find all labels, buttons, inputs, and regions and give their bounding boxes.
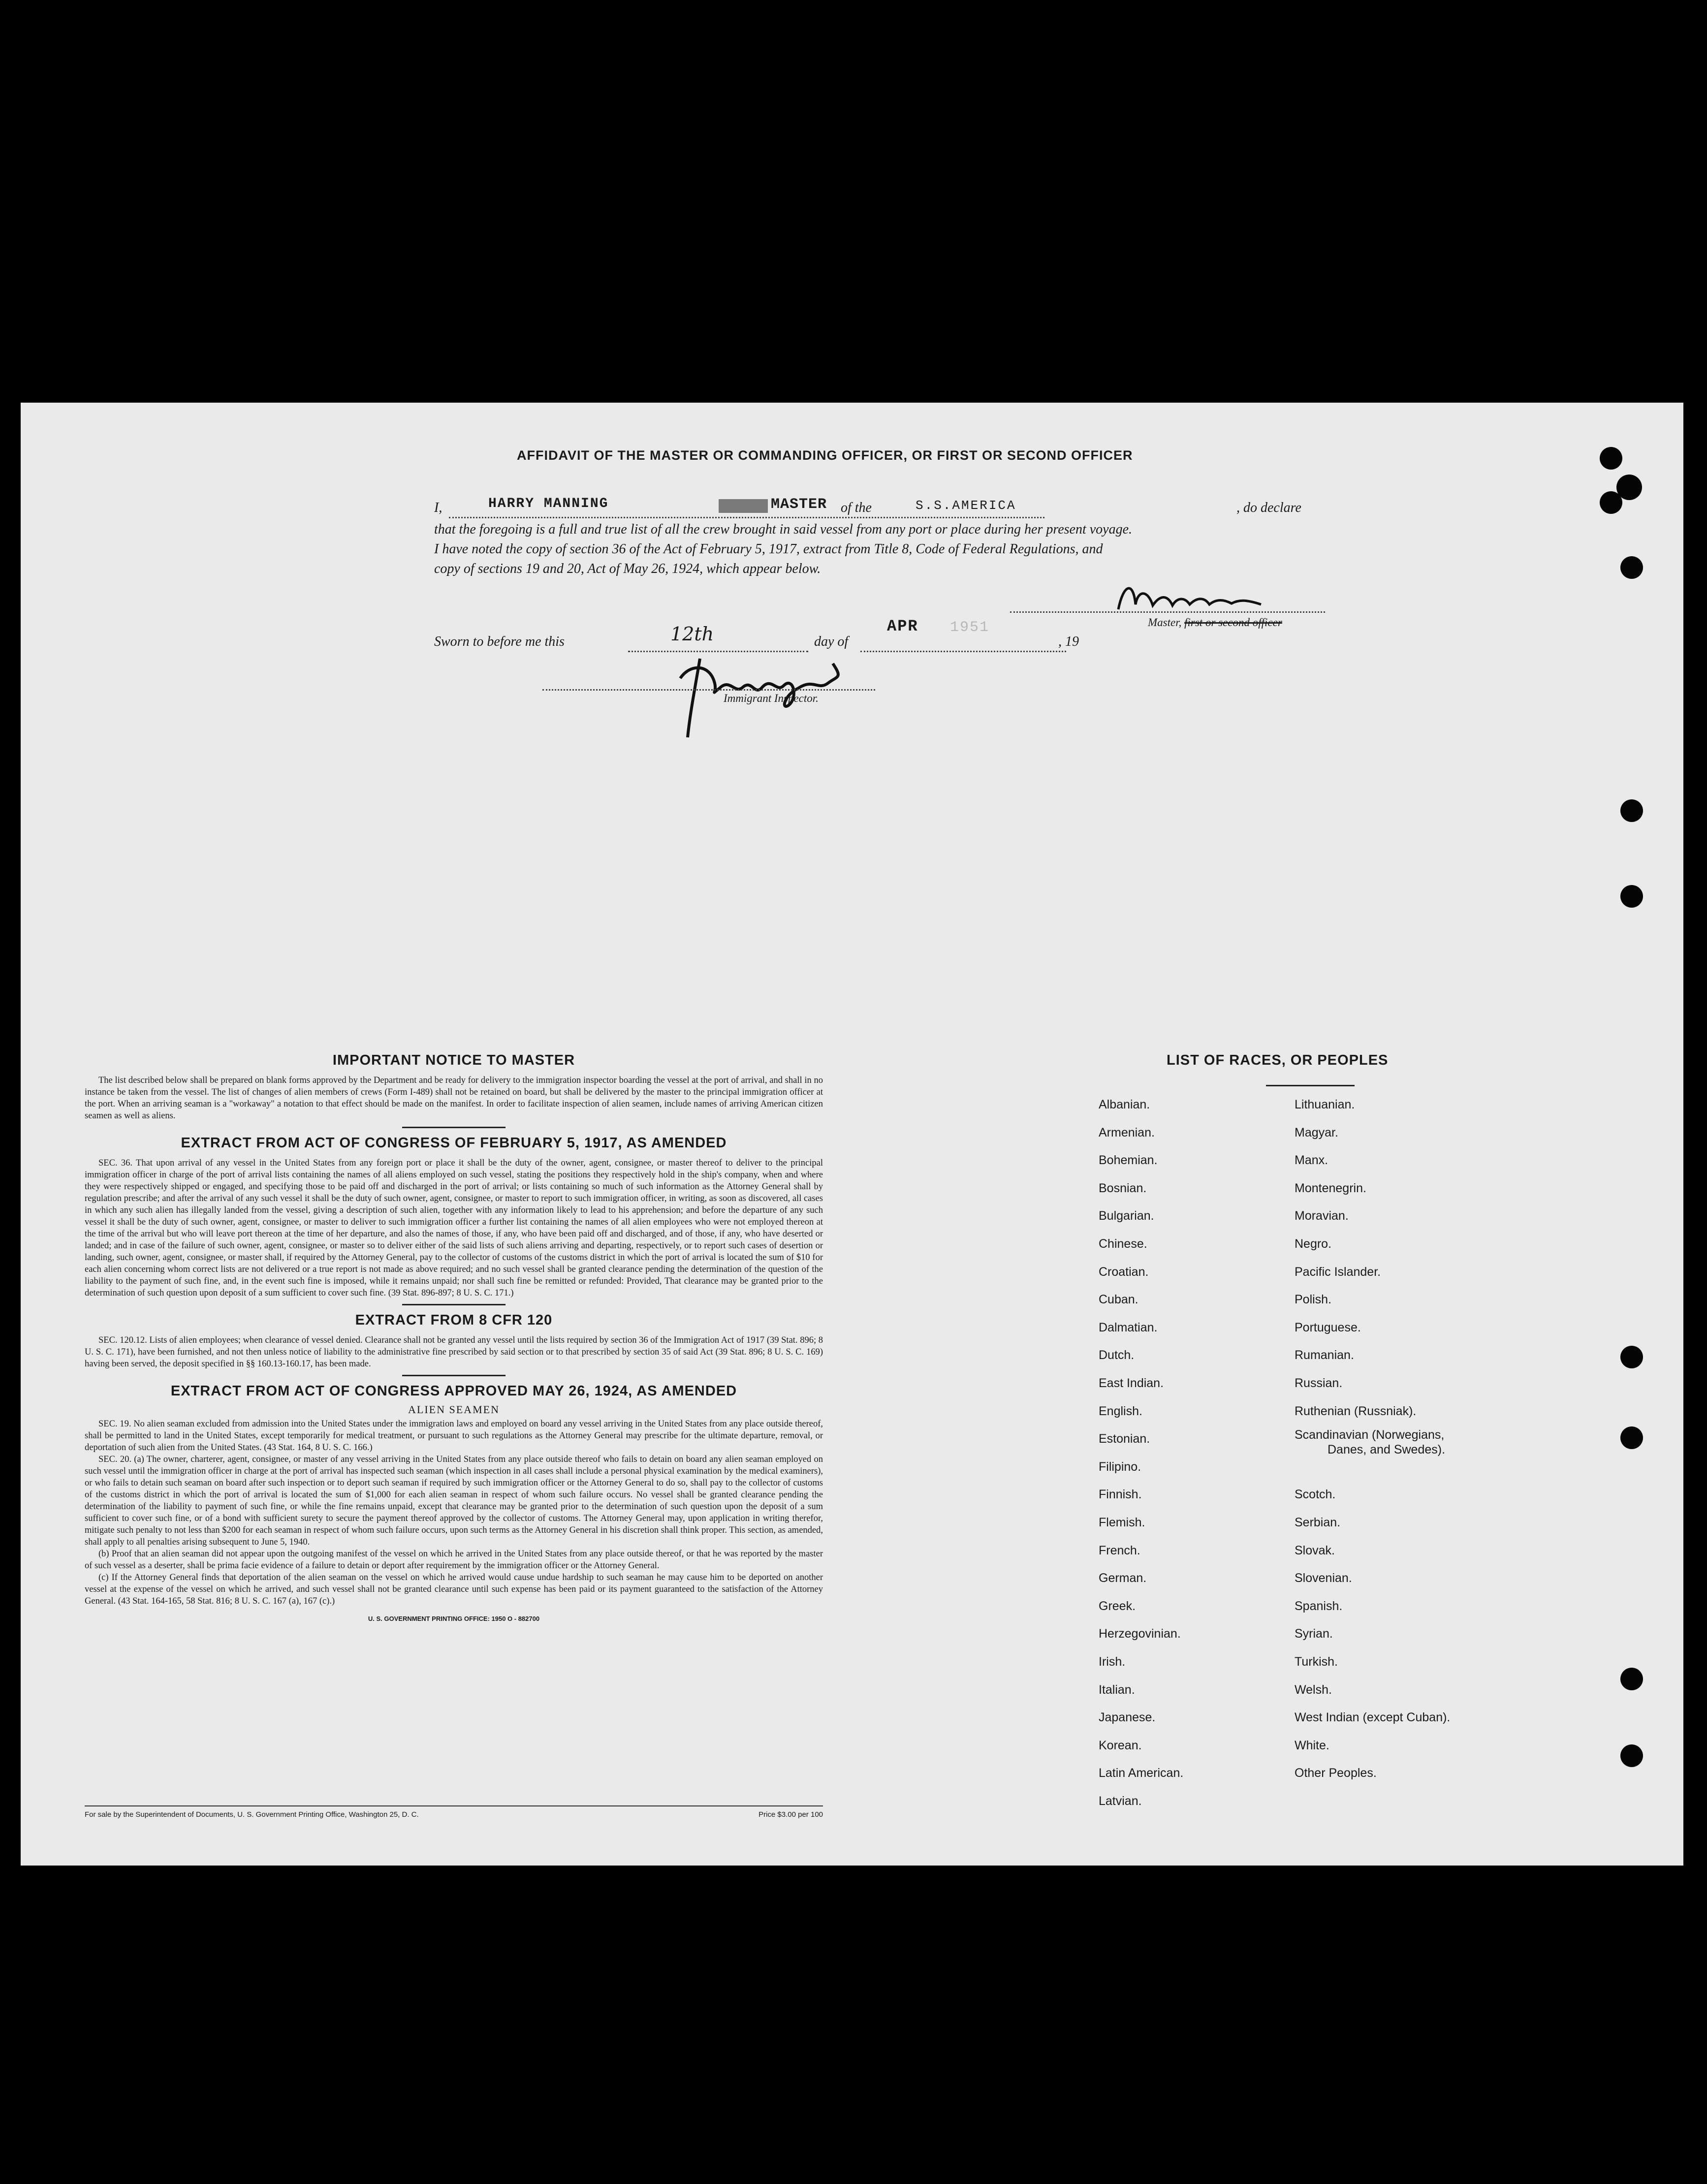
race-item: Filipino.	[1099, 1459, 1141, 1474]
affidavit-line-2: that the foregoing is a full and true list of all the crew brought in said vessel from any port or place during her present voyage.	[434, 522, 1133, 537]
race-item: Japanese.	[1099, 1710, 1156, 1725]
affidavit-line-3: I have noted the copy of section 36 of the Act of February 5, 1917, extract from Title 8, Code of Federal Regulations, and	[434, 541, 1103, 557]
race-item: German.	[1099, 1571, 1147, 1585]
race-item: Polish.	[1295, 1293, 1332, 1307]
notice-text: The list described below shall be prepared on blank forms approved by the Department and be ready for delivery to the immigration inspector boarding the vessel at the port of arrival, and shall in no instance be taken from the vessel. The list of changes of alien members of crews (Form I-489) shall not be retained on board, but shall be delivered by the master to the principal immigration officer at the port. When an arriving seaman is a "workaway" a notation to that effect should be made on the manifest. In order to facilitate inspection of alien seamen, include names of arriving American citizen seamen as well as aliens.	[85, 1076, 823, 1121]
extract-1924-title: EXTRACT FROM ACT OF CONGRESS APPROVED MAY 26, 1924, AS AMENDED	[170, 1383, 737, 1399]
punch-hole	[1620, 885, 1643, 908]
punch-hole	[1600, 447, 1622, 470]
race-item: Manx.	[1295, 1153, 1328, 1168]
race-item: Dutch.	[1099, 1348, 1135, 1362]
inspector-signature-line	[542, 689, 875, 691]
races-title: LIST OF RACES, OR PEOPLES	[1167, 1052, 1389, 1068]
divider	[402, 1375, 506, 1376]
race-item: Scandinavian (Norwegians,	[1295, 1428, 1445, 1442]
section-120-12-text: SEC. 120.12. Lists of alien employees; when clearance of vessel denied. Clearance shall not be granted any vessel until the lists required by section 36 of the Immigration Act of 1917 (39 Stat. 896; 8 U. S. C. 171), have been furnished, and not then unless notice of liability to the administrative fine prescribed by said section or to that prescribed by section 35 of said Act (39 Stat. 896; 8 U. S. C. 169) having been served, the deposit specified in §§ 160.13-160.17, has been made.	[85, 1335, 823, 1369]
race-item: Syrian.	[1295, 1627, 1333, 1641]
punch-hole	[1620, 1346, 1643, 1368]
punch-hole	[1620, 1744, 1643, 1767]
notice-title: IMPORTANT NOTICE TO MASTER	[332, 1052, 575, 1068]
vessel-name: S.S.AMERICA	[916, 498, 1016, 513]
race-item: Other Peoples.	[1295, 1766, 1377, 1780]
sworn-month: APR	[887, 617, 918, 635]
race-item: Scotch.	[1295, 1488, 1336, 1502]
punch-hole	[1620, 799, 1643, 822]
sworn-label: Sworn to before me this	[434, 634, 565, 649]
affidavit-i-label: I,	[434, 500, 443, 515]
day-of-label: day of	[814, 634, 849, 649]
race-item: Magyar.	[1295, 1125, 1338, 1139]
race-item: Russian.	[1295, 1376, 1343, 1390]
punch-hole	[1620, 556, 1643, 579]
race-item: Herzegovinian.	[1099, 1627, 1181, 1641]
gpo-imprint: U. S. GOVERNMENT PRINTING OFFICE: 1950 O - 882700	[368, 1615, 540, 1622]
race-item: Montenegrin.	[1295, 1181, 1366, 1195]
year-stamp: 1951	[950, 619, 990, 636]
race-item: Ruthenian (Russniak).	[1295, 1404, 1417, 1418]
do-declare-label: , do declare	[1236, 500, 1301, 515]
master-caption-label: Master,	[1148, 616, 1182, 629]
race-item: East Indian.	[1099, 1376, 1164, 1390]
punch-hole	[1620, 1426, 1643, 1449]
inspector-caption: Immigrant Inspector.	[724, 692, 819, 704]
extract-1924-body	[85, 1418, 823, 1607]
affidavit-title: AFFIDAVIT OF THE MASTER OR COMMANDING OFFICER, OR FIRST OR SECOND OFFICER	[517, 448, 1133, 463]
race-item: Bosnian.	[1099, 1181, 1147, 1195]
section-19-text: SEC. 19. No alien seaman excluded from admission into the United States under the immigration laws and employed on board any vessel arriving in the United States from any place outside thereof, shall be permitted to land in the United States, except temporarily for medical treatment, or pursuant to such regulations as the Attorney General may prescribe for the ultimate departure, removal, or deportation of such alien from the United States. (43 Stat. 164, 8 U. S. C. 166.)	[85, 1419, 823, 1453]
race-item: Serbian.	[1295, 1516, 1341, 1529]
race-item: Portuguese.	[1295, 1320, 1361, 1334]
race-item: French.	[1099, 1543, 1140, 1557]
race-item: Danes, and Swedes).	[1328, 1443, 1446, 1457]
race-item: Greek.	[1099, 1599, 1136, 1613]
redacted-stamp	[719, 499, 768, 513]
race-item: Welsh.	[1295, 1682, 1332, 1697]
race-item: Croatian.	[1099, 1265, 1149, 1279]
section-20a-text: SEC. 20. (a) The owner, charterer, agent, consignee, or master of any vessel arriving in the United States from any place outside thereof who fails to detain on board any alien seaman employed on such vessel until the immigration officer in charge at the port of arrival has inspected such seaman (which inspection in all cases shall include a personal physical examination by the medical examiners), or who fails to detain such seaman on board after such inspection or to deport such seaman if required by such immigration officer or the Attorney General to do so, shall pay to the collector of customs of the customs district in which the port of arrival is located the sum of $1,000 for each alien seaman in respect of whom such failure occurs. No vessel shall be granted clearance pending the determination of the liability to payment of such fine, or while the fine remains unpaid, except that clearance may be granted prior to the determination of such question upon the deposit of a sum sufficient to cover such fine, or of a bond with sufficient surety to secure the payment thereof approved by the collector of customs. The Attorney General may, upon application in writing therefor, mitigate such penalty to not less than $200 for each seaman in respect of whom such failure occurs, upon such terms as the Attorney General in his discretion shall think proper. This section, as amended, shall apply to all penalties arising subsequent to June 5, 1940.	[85, 1455, 823, 1547]
race-item: Latvian.	[1099, 1794, 1142, 1808]
month-line	[860, 651, 1066, 652]
race-item: Pacific Islander.	[1295, 1265, 1381, 1279]
race-item: Moravian.	[1295, 1209, 1349, 1223]
punch-hole	[1600, 491, 1622, 514]
price-text: Price $3.00 per 100	[759, 1810, 823, 1819]
notice-body	[85, 1075, 823, 1122]
race-item: Flemish.	[1099, 1516, 1145, 1529]
master-caption-struck: first or second officer	[1184, 616, 1282, 629]
race-item: English.	[1099, 1404, 1142, 1418]
divider	[402, 1304, 506, 1305]
races-divider	[1266, 1085, 1355, 1086]
manifest-page	[21, 403, 1683, 1866]
race-item: Rumanian.	[1295, 1348, 1354, 1362]
sale-text: For sale by the Superintendent of Documents, U. S. Government Printing Office, Washington 25, D. C.	[85, 1810, 419, 1819]
race-item: Italian.	[1099, 1682, 1135, 1697]
year-label: , 19	[1058, 634, 1079, 649]
extract-cfr-title: EXTRACT FROM 8 CFR 120	[355, 1312, 553, 1328]
section-20b-text: (b) Proof that an alien seaman did not appear upon the outgoing manifest of the vessel on which he arrived in the United States from any place outside thereof, or that he was reported by the master of such vessel as a deserter, shall be prima facie evidence of a failure to detain or deport after requirement by the immigration officer or the Attorney General.	[85, 1549, 823, 1571]
race-item: Estonian.	[1099, 1432, 1150, 1446]
race-item: Armenian.	[1099, 1125, 1155, 1139]
race-item: Irish.	[1099, 1655, 1126, 1669]
race-item: Dalmatian.	[1099, 1320, 1158, 1334]
of-the-label: of the	[841, 500, 872, 515]
extract-1917-body	[85, 1157, 823, 1299]
race-item: Chinese.	[1099, 1237, 1147, 1251]
race-item: Finnish.	[1099, 1488, 1142, 1502]
notices-column	[85, 1052, 823, 1622]
sworn-day: 12th	[670, 623, 714, 645]
race-item: Latin American.	[1099, 1766, 1184, 1780]
race-item: Cuban.	[1099, 1293, 1138, 1307]
race-item: Slovenian.	[1295, 1571, 1352, 1585]
extract-cfr-body	[85, 1334, 823, 1370]
sale-footer	[85, 1805, 823, 1819]
race-item: Slovak.	[1295, 1543, 1335, 1557]
section-36-text: SEC. 36. That upon arrival of any vessel in the United States from any foreign port or place it shall be the duty of the owner, agent, consignee, or master thereof to deliver to the principal immigration officer in charge of the port of arrival lists containing the names of all aliens employed on such vessel, stating the positions they respectively hold in the ship's company, when and where they were respectively shipped or engaged, and specifying those to be paid off and discharged in the port of arrival; or lists containing so much of such information as the Attorney General shall by regulation prescribe; and after the arrival of any such vessel it shall be the duty of such owner, agent, consignee, or master to report to such immigration officer, in writing, as soon as discovered, all cases in which any such alien has illegally landed from the vessel, giving a description of such alien, together with any information likely to lead to his apprehension; and before the departure of any such vessel it shall be the duty of such owner, agent, consignee, or master to deliver to such immigration officer a further list containing the names of all alien employees who were not employed thereon at the time of the arrival but who will leave port thereon at the time of her departure, and also the names of those, if any, who have been paid off and discharged, and of those, if any, who have deserted or landed; and in case of the failure of such owner, agent, consignee, or master so to deliver either of the said lists of such aliens arriving and departing, respectively, or to report such cases of desertion or landing, such owner, agent, consignee, or master shall, if required by the Attorney General, pay to the collector of customs of the customs district in which the port of arrival is located the sum of $10 for each alien concerning whom correct lists are not delivered or a true report is not made as above required; and no such vessel shall be granted clearance pending the determination of the question of the liability to the payment of such fine, and, in the event such fine is imposed, while it remains unpaid; nor shall such fine be remitted or refunded: Provided, That clearance may be granted prior to the determination of such question upon deposit of a sum sufficient to cover such fine. (39 Stat. 896-897; 8 U. S. C. 171.)	[85, 1158, 823, 1298]
extract-1917-title: EXTRACT FROM ACT OF CONGRESS OF FEBRUARY 5, 1917, AS AMENDED	[181, 1135, 727, 1151]
section-20c-text: (c) If the Attorney General finds that deportation of the alien seaman on the vessel on which he arrived would cause undue hardship to such seaman he may cause him to be deported on another vessel at the expense of the vessel on which he arrived, and such vessel shall not be granted clearance until such expense has been paid or its payment guaranteed to the satisfaction of the Attorney General. (43 Stat. 164-165, 58 Stat. 816; 8 U. S. C. 167 (a), 167 (c).)	[85, 1573, 823, 1606]
race-item: West Indian (except Cuban).	[1295, 1710, 1451, 1725]
master-signature-line	[1010, 611, 1325, 613]
punch-hole	[1620, 1668, 1643, 1690]
divider	[402, 1127, 506, 1128]
race-item: Spanish.	[1295, 1599, 1343, 1613]
master-rank: MASTER	[771, 496, 827, 513]
master-name-line	[449, 517, 1044, 518]
master-name: HARRY MANNING	[488, 496, 609, 511]
race-item: White.	[1295, 1738, 1329, 1752]
alien-seamen-subtitle: ALIEN SEAMEN	[408, 1403, 500, 1416]
race-item: Korean.	[1099, 1738, 1142, 1752]
race-item: Negro.	[1295, 1237, 1332, 1251]
race-item: Bohemian.	[1099, 1153, 1158, 1168]
master-caption	[1148, 616, 1282, 629]
race-item: Albanian.	[1099, 1098, 1150, 1111]
race-item: Turkish.	[1295, 1655, 1338, 1669]
race-item: Bulgarian.	[1099, 1209, 1154, 1223]
race-item: Lithuanian.	[1295, 1098, 1355, 1111]
affidavit-line-4: copy of sections 19 and 20, Act of May 26, 1924, which appear below.	[434, 561, 821, 576]
